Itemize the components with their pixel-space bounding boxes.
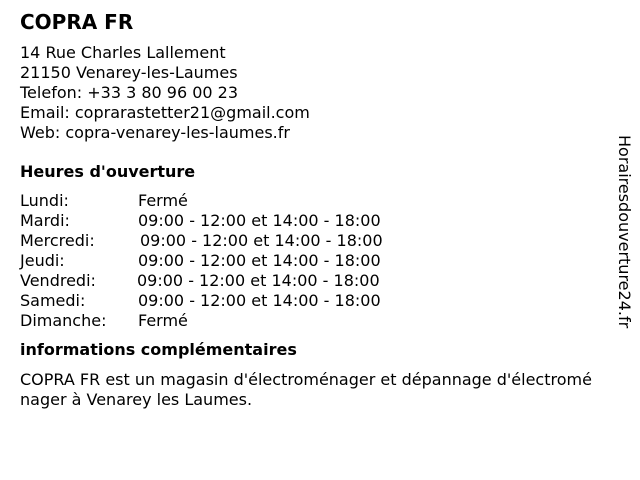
opening-hours-heading: Heures d'ouverture [20, 162, 196, 181]
additional-info-heading: informations complémentaires [20, 340, 297, 359]
day-hours: Fermé [138, 311, 188, 330]
phone: Telefon: +33 3 80 96 00 23 [20, 83, 239, 102]
website: Web: copra-venarey-les-laumes.fr [20, 123, 290, 142]
address-line-2: 21150 Venarey-les-Laumes [20, 63, 238, 82]
hours-row-tuesday [20, 211, 600, 231]
day-label: Mercredi: [20, 231, 95, 250]
business-card [20, 10, 600, 410]
day-label: Samedi: [20, 291, 86, 310]
business-name: COPRA FR [20, 10, 134, 34]
site-brand-vertical: Horairesdouverture24.fr [615, 135, 634, 329]
day-hours: 09:00 - 12:00 et 14:00 - 18:00 [137, 271, 380, 290]
opening-hours-table [20, 191, 600, 331]
address-line-1: 14 Rue Charles Lallement [20, 43, 226, 62]
business-description: COPRA FR est un magasin d'électroménager et dépannage d'électroménager à Venarey les Laumes. [20, 370, 592, 409]
day-label: Mardi: [20, 211, 70, 230]
day-label: Jeudi: [20, 251, 65, 270]
hours-row-friday [20, 271, 600, 291]
day-label: Vendredi: [20, 271, 96, 290]
hours-row-saturday [20, 291, 600, 311]
day-label: Dimanche: [20, 311, 107, 330]
day-hours: 09:00 - 12:00 et 14:00 - 18:00 [138, 291, 381, 310]
hours-row-monday [20, 191, 600, 211]
day-hours: 09:00 - 12:00 et 14:00 - 18:00 [138, 211, 381, 230]
day-hours: 09:00 - 12:00 et 14:00 - 18:00 [140, 231, 383, 250]
day-label: Lundi: [20, 191, 69, 210]
day-hours: Fermé [138, 191, 188, 210]
hours-row-wednesday [20, 231, 600, 251]
day-hours: 09:00 - 12:00 et 14:00 - 18:00 [138, 251, 381, 270]
email: Email: coprarastetter21@gmail.com [20, 103, 310, 122]
hours-row-sunday [20, 311, 600, 331]
hours-row-thursday [20, 251, 600, 271]
